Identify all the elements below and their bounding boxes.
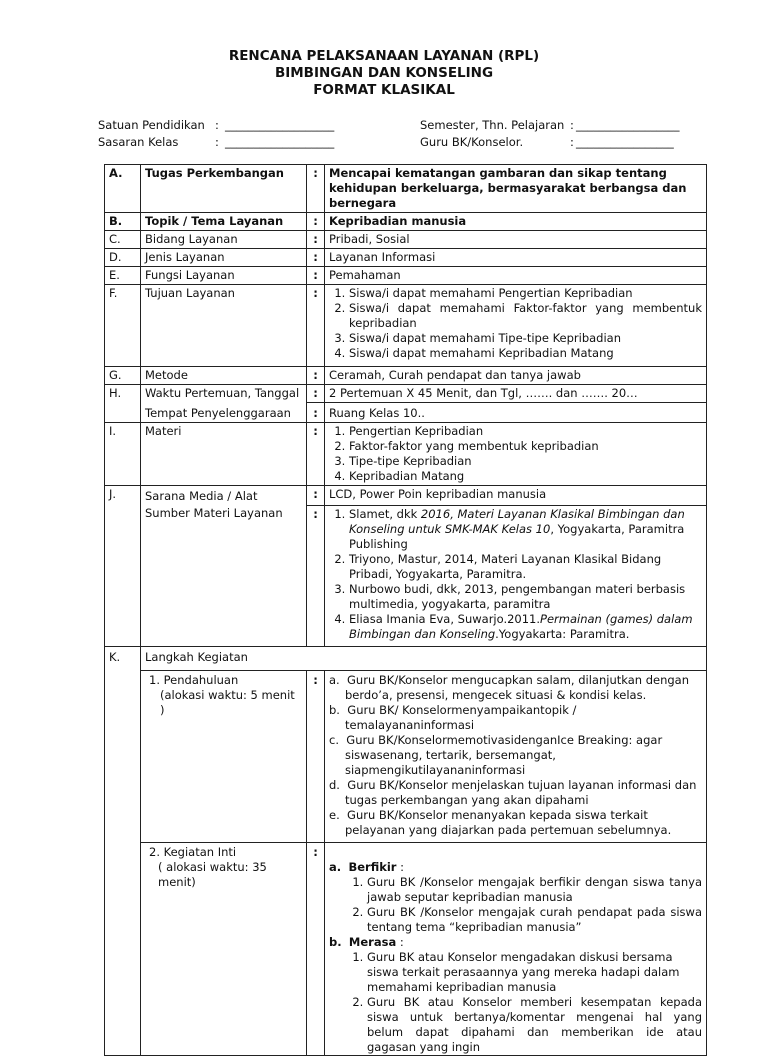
list-item: 4. Siswa/i dapat memahami Kepribadian Matang — [349, 346, 702, 361]
row-label: Sarana Media / Alat — [141, 486, 307, 506]
row-value: Mencapai kematangan gambaran dan sikap tentang kehidupan berkeluarga, bermasyarakat berbangsa dan bernegara — [325, 165, 707, 213]
source-text: Triyono, Mastur, 2014, Materi Layanan Klasikal Bidang Pribadi, Yogyakarta, Paramitra. — [349, 551, 662, 581]
source-text: Nurbowo budi, dkk, 2013, pengembangan materi berbasis multimedia, yogyakarta, paramitra — [349, 581, 686, 611]
source-text: , Yogyakarta, Paramitra Publishing — [349, 521, 685, 551]
identity-left — [98, 117, 334, 151]
identity-right — [420, 117, 680, 151]
field-label: Sasaran Kelas — [98, 135, 179, 149]
row-colon: : — [307, 213, 325, 231]
sasaran-kelas-row — [98, 134, 334, 151]
row-h — [105, 385, 707, 403]
row-code: I. — [105, 423, 141, 486]
row-label: Metode — [141, 367, 307, 385]
field-colon: : — [215, 135, 219, 149]
row-value: Kepribadian manusia — [325, 213, 707, 231]
item-text: Guru BK/Konselor mengucapkan salam, dilanjutkan dengan berdo’a, presensi, mengecek situasi & kondisi kelas. — [345, 672, 690, 702]
item-marker: e. — [329, 807, 340, 822]
row-k-pendahuluan — [105, 670, 707, 842]
row-h-tempat — [105, 403, 707, 423]
list-item — [329, 778, 702, 808]
list-item: 4. Kepribadian Matang — [349, 469, 702, 484]
pendahuluan-steps — [325, 670, 707, 842]
list-item: 1. Guru BK atau Konselor mengadakan diskusi bersama siswa terkait perasaannya yang mereka hadapi dalam memahami kepribadian manusia — [367, 950, 702, 995]
berfikir-heading — [329, 860, 702, 875]
list-item — [329, 673, 702, 703]
field-colon: : — [570, 135, 574, 149]
row-colon: : — [307, 670, 325, 842]
item-text: Guru BK/Konselor menjelaskan tujuan layanan informasi dan tugas perkembangan yang akan dipahami — [345, 777, 697, 807]
row-label: Bidang Layanan — [141, 231, 307, 249]
row-colon: : — [307, 842, 325, 1055]
row-label: Materi — [141, 423, 307, 486]
row-code: K. — [105, 646, 141, 1055]
row-value: Layanan Informasi — [325, 249, 707, 267]
title-line-2: BIMBINGAN DAN KONSELING — [274, 65, 494, 81]
row-value: Ceramah, Curah pendapat dan tanya jawab — [325, 367, 707, 385]
merasa-heading — [329, 935, 702, 950]
list-item: 2. Guru BK /Konselor mengajak curah pendapat pada siswa tentang tema “kepribadian manusia” — [367, 905, 702, 935]
sasaran-kelas-field[interactable]: ___________________ — [225, 135, 335, 149]
row-g — [105, 367, 707, 385]
source-title: Permainan (games) dalam Bimbingan dan Konseling — [349, 611, 693, 641]
semester-field[interactable]: __________________ — [576, 118, 680, 132]
item-text: Guru BK/ Konselormenyampaikantopik / temalayananinformasi — [345, 702, 577, 732]
pendahuluan-label — [141, 670, 307, 842]
row-b — [105, 213, 707, 231]
row-i — [105, 423, 707, 486]
row-code: C. — [105, 231, 141, 249]
row-colon: : — [307, 285, 325, 367]
item-text: Guru BK/Konselor menanyakan kepada siswa terkait pelayanan yang diajarkan pada pertemuan sebelumnya. — [345, 807, 672, 837]
row-colon: : — [307, 403, 325, 423]
item-marker: b. — [329, 934, 342, 949]
row-value: Pemahaman — [325, 267, 707, 285]
title-line-3: FORMAT KLASIKAL — [313, 82, 455, 98]
row-value — [325, 505, 707, 646]
source-item — [349, 612, 702, 642]
row-d — [105, 249, 707, 267]
row-value: LCD, Power Poin kepribadian manusia — [325, 486, 707, 506]
satuan-pendidikan-row — [98, 117, 334, 134]
row-label: Waktu Pertemuan, Tanggal — [141, 385, 307, 403]
field-label: Satuan Pendidikan — [98, 118, 205, 132]
step-duration: ( alokasi waktu: 35 menit) — [158, 859, 267, 889]
row-c — [105, 231, 707, 249]
item-colon: : — [396, 859, 405, 874]
item-marker: b. — [329, 702, 340, 717]
list-item: 2. Guru BK atau Konselor memberi kesempatan kepada siswa untuk bertanya/komentar mengenai hal yang belum dapat dipahami dan memberikan ide atau gagasan yang ingin — [367, 995, 702, 1055]
list-item: 1. Guru BK /Konselor mengajak berfikir dengan siswa tanya jawab seputar kepribadian manusia — [367, 875, 702, 905]
row-value: Ruang Kelas 10.. — [325, 403, 707, 423]
list-item: 3. Tipe-tipe Kepribadian — [349, 454, 702, 469]
row-j — [105, 486, 707, 506]
list-item — [329, 733, 702, 778]
row-value: Pribadi, Sosial — [325, 231, 707, 249]
semester-row — [420, 117, 680, 134]
row-colon: : — [307, 267, 325, 285]
list-item — [329, 703, 702, 733]
satuan-pendidikan-field[interactable]: ___________________ — [225, 118, 335, 132]
item-marker: c. — [329, 732, 339, 747]
list-item: 1. Siswa/i dapat memahami Pengertian Kepribadian — [349, 286, 702, 301]
row-code: G. — [105, 367, 141, 385]
source-text: .Yogyakarta: Paramitra. — [495, 626, 630, 641]
list-item: 2. Faktor-faktor yang membentuk kepribadian — [349, 439, 702, 454]
row-value — [325, 423, 707, 486]
row-code: F. — [105, 285, 141, 367]
source-text: Eliasa Imania Eva, Suwarjo.2011. — [349, 611, 541, 626]
list-item — [329, 808, 702, 838]
document-title — [0, 48, 768, 99]
row-code: E. — [105, 267, 141, 285]
row-label: Jenis Layanan — [141, 249, 307, 267]
inti-steps — [325, 842, 707, 1055]
step-title: 2. Kegiatan Inti — [149, 844, 237, 859]
row-code: D. — [105, 249, 141, 267]
row-label: Langkah Kegiatan — [141, 646, 707, 670]
row-code: J. — [105, 486, 141, 647]
item-text: Merasa — [348, 934, 397, 949]
row-label: Sumber Materi Layanan — [141, 505, 307, 646]
field-label: Semester, Thn. Pelajaran — [420, 118, 565, 132]
row-j-sumber — [105, 505, 707, 646]
row-k — [105, 646, 707, 670]
source-item — [349, 552, 702, 582]
item-marker: a. — [329, 672, 340, 687]
item-marker: a. — [329, 859, 342, 874]
row-label: Tempat Penyelenggaraan — [141, 403, 307, 423]
rpl-table — [104, 164, 707, 1056]
row-colon: : — [307, 165, 325, 213]
inti-label — [141, 842, 307, 1055]
field-label: Guru BK/Konselor. — [420, 135, 524, 149]
row-label: Tugas Perkembangan — [141, 165, 307, 213]
row-label: Fungsi Layanan — [141, 267, 307, 285]
item-text: Guru BK/KonselormemotivasidenganIce Breaking: agar siswasenang, tertarik, bersemangat, siapmengikutilayananinformasi — [345, 732, 663, 777]
field-colon: : — [215, 118, 219, 132]
row-colon: : — [307, 385, 325, 403]
item-text: Berfikir — [348, 859, 397, 874]
row-colon: : — [307, 231, 325, 249]
row-value — [325, 285, 707, 367]
title-line-1: RENCANA PELAKSANAAN LAYANAN (RPL) — [228, 48, 540, 64]
source-item — [349, 582, 702, 612]
row-colon: : — [307, 486, 325, 506]
item-colon: : — [396, 934, 404, 949]
row-label: Tujuan Layanan — [141, 285, 307, 367]
row-code: A. — [105, 165, 141, 213]
row-code: B. — [105, 213, 141, 231]
row-colon: : — [307, 249, 325, 267]
row-e — [105, 267, 707, 285]
row-value: 2 Pertemuan X 45 Menit, dan Tgl, ……. dan ……. 20… — [325, 385, 707, 403]
source-item — [349, 507, 702, 552]
list-item: 3. Siswa/i dapat memahami Tipe-tipe Kepribadian — [349, 331, 702, 346]
row-f — [105, 285, 707, 367]
list-item: 1. Pengertian Kepribadian — [349, 424, 702, 439]
source-text: Slamet, dkk — [349, 506, 421, 521]
step-title: 1. Pendahuluan — [149, 672, 239, 687]
row-colon: : — [307, 505, 325, 646]
list-item: 2. Siswa/i dapat memahami Faktor-faktor yang membentuk kepribadian — [349, 301, 702, 331]
source-title: 2016, Materi Layanan Klasikal Bimbingan dan Konseling untuk SMK-MAK Kelas 10 — [349, 506, 685, 536]
row-colon: : — [307, 423, 325, 486]
step-duration: (alokasi waktu: 5 menit ) — [160, 687, 295, 717]
guru-bk-field[interactable]: _________________ — [576, 135, 674, 149]
row-colon: : — [307, 367, 325, 385]
guru-bk-row — [420, 134, 680, 151]
field-colon: : — [570, 118, 574, 132]
row-a — [105, 165, 707, 213]
row-k-inti — [105, 842, 707, 1055]
row-label: Topik / Tema Layanan — [141, 213, 307, 231]
row-code: H. — [105, 385, 141, 423]
item-marker: d. — [329, 777, 340, 792]
